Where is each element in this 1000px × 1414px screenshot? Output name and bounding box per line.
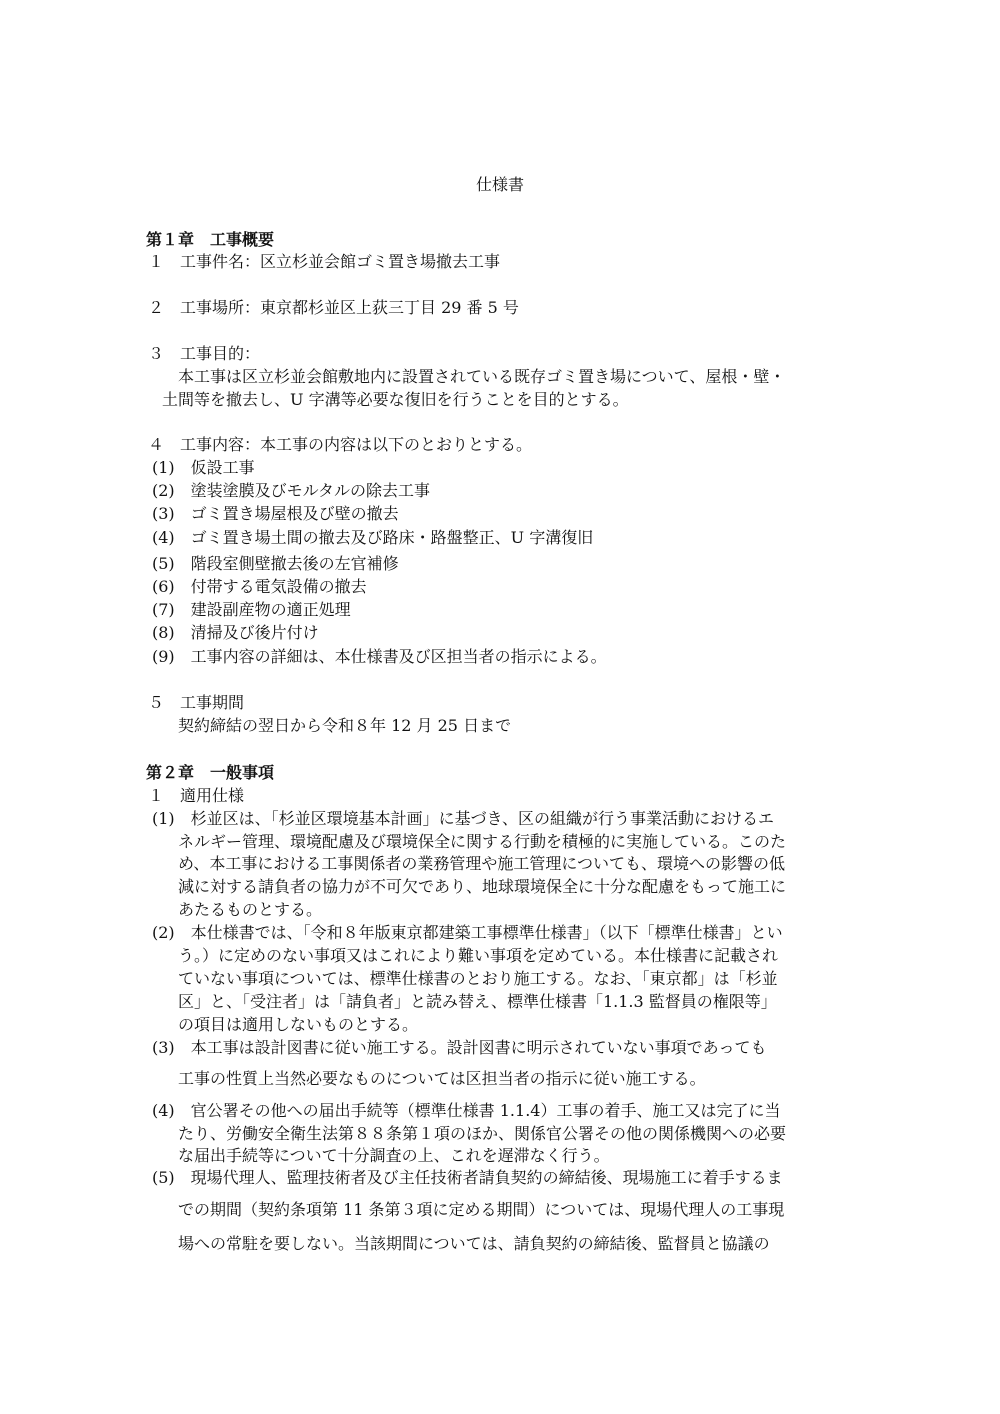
paragraph-line: の項目は適用しないものとする。 <box>178 1015 419 1034</box>
paragraph-line: 工事の性質上当然必要なものについては区担当者の指示に従い施工する。 <box>178 1069 706 1088</box>
work-item: (1) 仮設工事 <box>152 458 255 477</box>
work-item: (3) ゴミ置き場屋根及び壁の撤去 <box>152 504 399 523</box>
work-item: (7) 建設副産物の適正処理 <box>152 600 351 619</box>
paragraph-line: (2) 本仕様書では、「令和８年版東京都建築工事標準仕様書」（以下「標準仕様書」とい <box>152 923 783 942</box>
work-item: (5) 階段室側壁撤去後の左官補修 <box>152 554 399 573</box>
document-title: 仕様書 <box>475 175 524 194</box>
work-item: (8) 清掃及び後片付け <box>152 623 319 642</box>
paragraph-line: あたるものとする。 <box>178 900 323 919</box>
paragraph-line: (4) 官公署その他への届出手続等（標準仕様書 1.1.4）工事の着手、施工又は完了に当 <box>152 1101 781 1120</box>
paragraph-line: (5) 現場代理人、監理技術者及び主任技術者請負契約の締結後、現場施工に着手するま <box>152 1168 783 1187</box>
paragraph-line: ネルギー管理、環境配慮及び環境保全に関する行動を積極的に実施している。このた <box>178 832 787 851</box>
work-item: (9) 工事内容の詳細は、本仕様書及び区担当者の指示による。 <box>152 647 607 666</box>
work-name: １ 工事件名：区立杉並会館ゴミ置き場撤去工事 <box>148 252 501 271</box>
paragraph-line: な届出手続等について十分調査の上、これを遅滞なく行う。 <box>178 1146 610 1165</box>
paragraph-line: での期間（契約条項第 11 条第３項に定める期間）については、現場代理人の工事現 <box>178 1200 785 1219</box>
applicable-specs-label: １ 適用仕様 <box>148 786 245 805</box>
work-period-label: ５ 工事期間 <box>148 693 245 712</box>
paragraph-line: う。）に定めのない事項又はこれにより難い事項を定めている。本仕様書に記載され <box>178 946 779 965</box>
work-period-text: 契約締結の翌日から令和８年 12 月 25 日まで <box>178 716 512 735</box>
chapter2-heading: 第２章 一般事項 <box>146 763 275 782</box>
paragraph-line: 区」と、「受注者」は「請負者」と読み替え、標準仕様書「1.1.3 監督員の権限等」 <box>178 992 777 1011</box>
paragraph-line: め、本工事における工事関係者の業務管理や施工管理についても、環境への影響の低 <box>178 854 786 873</box>
work-purpose-text: 土間等を撤去し、U 字溝等必要な復旧を行うことを目的とする。 <box>162 390 629 409</box>
work-purpose-label: ３ 工事目的： <box>148 344 261 363</box>
work-location: ２ 工事場所：東京都杉並区上荻三丁目 29 番 5 号 <box>148 298 519 317</box>
chapter1-heading: 第１章 工事概要 <box>146 230 275 249</box>
paragraph-line: たり、労働安全衛生法第８８条第１項のほか、関係官公署その他の関係機関への必要 <box>178 1124 787 1143</box>
paragraph-line: (1) 杉並区は、「杉並区環境基本計画」に基づき、区の組織が行う事業活動におけるエ <box>152 809 775 828</box>
work-item: (4) ゴミ置き場土間の撤去及び路床・路盤整正、U 字溝復旧 <box>152 528 594 547</box>
paragraph-line: (3) 本工事は設計図書に従い施工する。設計図書に明示されていない事項であっても <box>152 1038 767 1057</box>
work-content-label: ４ 工事内容：本工事の内容は以下のとおりとする。 <box>148 435 533 454</box>
paragraph-line: 場への常駐を要しない。当該期間については、請負契約の締結後、監督員と協議の <box>178 1234 770 1253</box>
paragraph-line: ていない事項については、標準仕様書のとおり施工する。なお、「東京都」は「杉並 <box>178 969 778 988</box>
work-purpose-text: 本工事は区立杉並会館敷地内に設置されている既存ゴミ置き場について、屋根・壁・ <box>178 367 786 386</box>
paragraph-line: 減に対する請負者の協力が不可欠であり、地球環境保全に十分な配慮をもって施工に <box>178 877 787 896</box>
work-item: (2) 塗装塗膜及びモルタルの除去工事 <box>152 481 431 500</box>
work-item: (6) 付帯する電気設備の撤去 <box>152 577 367 596</box>
